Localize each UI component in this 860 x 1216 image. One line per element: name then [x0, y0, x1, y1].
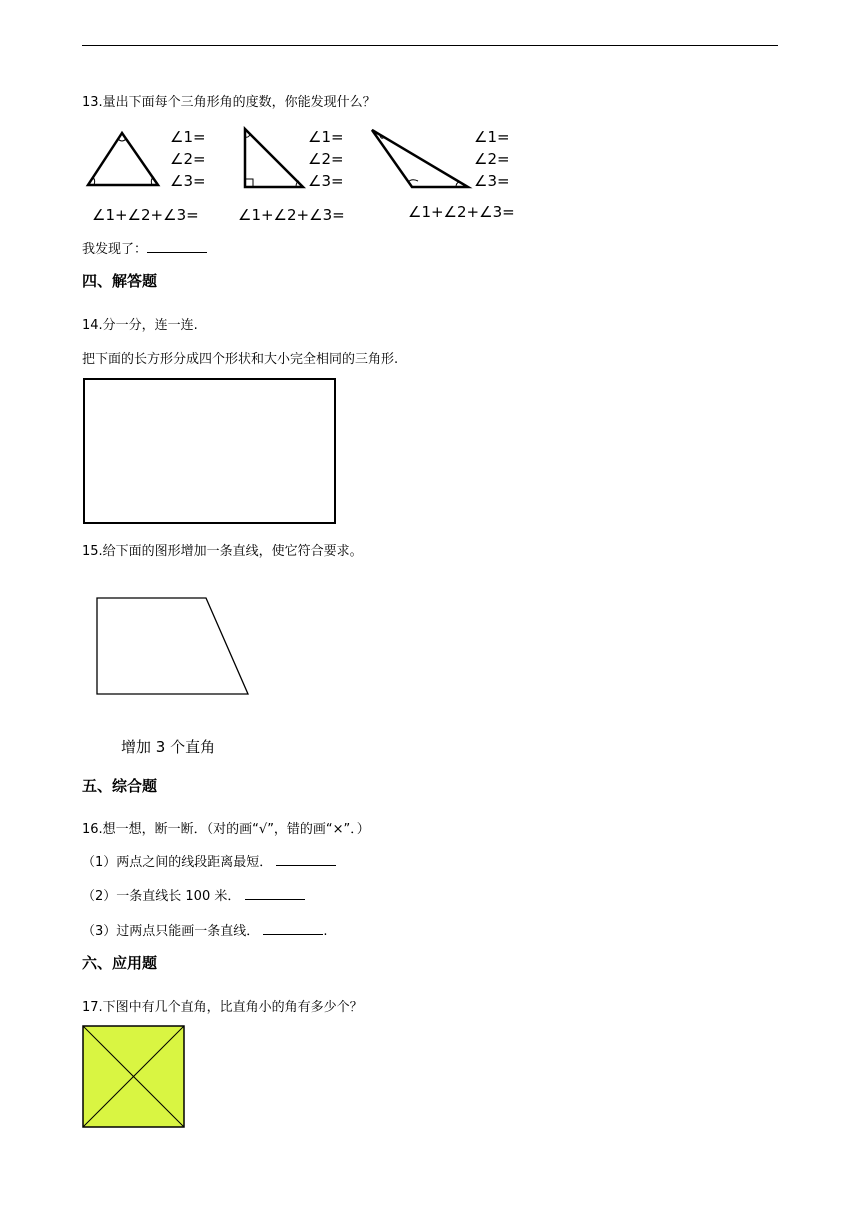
triangle-1-figure — [84, 130, 164, 190]
triangle-3-figure — [368, 126, 474, 192]
triangle-2-angle-1: ∠1= — [308, 128, 344, 146]
triangle-3-angle-2: ∠2= — [474, 150, 510, 168]
triangle-1-sum: ∠1+∠2+∠3= — [92, 206, 199, 224]
question-15-hint: 增加 3 个直角 — [121, 738, 216, 756]
triangle-2-figure — [240, 126, 310, 192]
item-1-blank[interactable] — [276, 854, 336, 866]
question-16-item-3 — [82, 920, 328, 939]
header-rule — [82, 45, 778, 46]
triangle-1-angle-3: ∠3= — [170, 172, 206, 190]
question-14-instruction: 把下面的长方形分成四个形状和大小完全相同的三角形. — [82, 352, 399, 367]
item-3-blank[interactable] — [263, 923, 323, 935]
question-13-text: 13.量出下面每个三角形角的度数，你能发现什么？ — [82, 95, 376, 110]
square-x-figure — [82, 1025, 186, 1129]
item-2-text: （2）一条直线长 100 米． — [82, 889, 241, 904]
finding-label: 我发现了： — [82, 242, 148, 257]
triangle-1-angle-1: ∠1= — [170, 128, 206, 146]
finding-line — [82, 238, 207, 257]
question-15-text: 15.给下面的图形增加一条直线，使它符合要求。 — [82, 544, 363, 559]
section-4-heading: 四、解答题 — [82, 272, 158, 290]
triangle-3-angle-1: ∠1= — [474, 128, 510, 146]
triangle-1-angle-2: ∠2= — [170, 150, 206, 168]
question-16-item-2 — [82, 885, 305, 904]
triangle-3-sum: ∠1+∠2+∠3= — [408, 203, 515, 221]
section-6-heading: 六、应用题 — [82, 954, 158, 972]
triangle-2-sum: ∠1+∠2+∠3= — [238, 206, 345, 224]
item-3-text: （3）过两点只能画一条直线． — [82, 924, 260, 939]
question-16-item-1 — [82, 851, 336, 870]
rectangle-figure — [83, 378, 336, 524]
question-14-text: 14.分一分，连一连. — [82, 318, 198, 333]
section-5-heading: 五、综合题 — [82, 777, 158, 795]
finding-blank[interactable] — [147, 241, 207, 253]
item-1-text: （1）两点之间的线段距离最短． — [82, 855, 273, 870]
item-2-blank[interactable] — [245, 888, 305, 900]
trapezoid-figure — [94, 594, 254, 700]
triangle-2-angle-2: ∠2= — [308, 150, 344, 168]
item-3-tail: . — [323, 924, 328, 939]
question-16-text: 16.想一想，断一断．（对的画“√”，错的画“×”．） — [82, 822, 370, 837]
triangle-3-angle-3: ∠3= — [474, 172, 510, 190]
triangle-2-angle-3: ∠3= — [308, 172, 344, 190]
question-17-text: 17.下图中有几个直角，比直角小的角有多少个？ — [82, 1000, 363, 1015]
